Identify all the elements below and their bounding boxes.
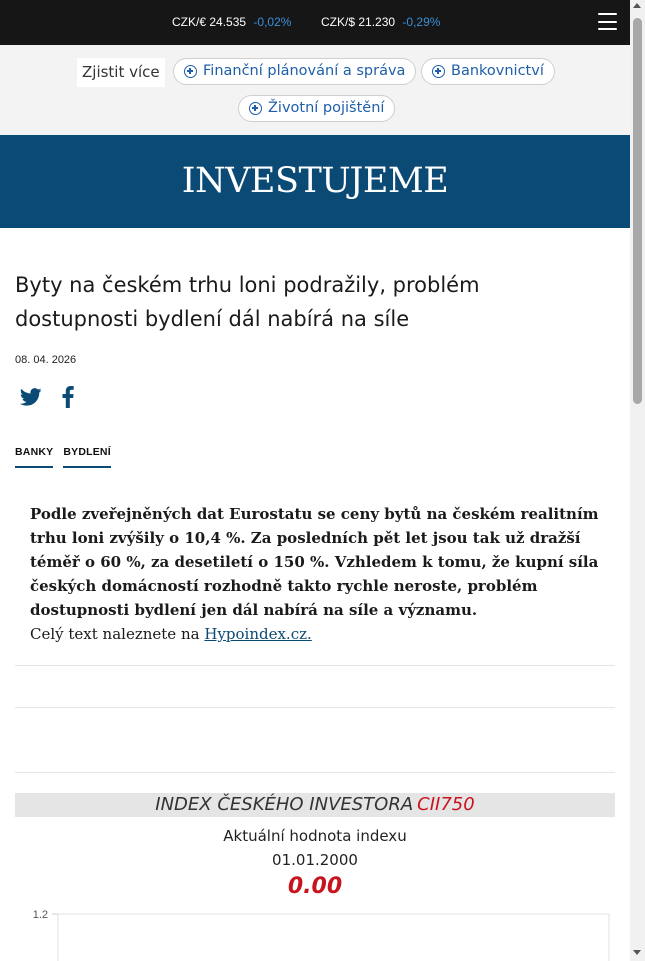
chart-plot-area xyxy=(58,914,609,961)
topic-chip-label: Životní pojištění xyxy=(268,100,385,116)
topic-chip-label: Bankovnictví xyxy=(451,63,544,79)
article-title: Byty na českém trhu loni podražily, problém dostupnosti bydlení dál nabírá na síle xyxy=(15,273,480,331)
investor-index-widget xyxy=(15,793,615,921)
facebook-icon[interactable] xyxy=(62,386,74,408)
index-title-text: INDEX ČESKÉHO INVESTORA xyxy=(155,794,414,815)
topic-chip-banking[interactable] xyxy=(421,58,555,85)
site-logo[interactable]: INVESTUJEME xyxy=(0,135,630,228)
y-tick-label: 1.2 xyxy=(32,909,48,921)
divider xyxy=(15,665,615,666)
topics-bar xyxy=(0,0,630,135)
index-code: CII750 xyxy=(417,794,475,815)
plus-circle-icon xyxy=(249,102,262,115)
rate-usd-change: -0,29% xyxy=(402,15,441,29)
scrollbar[interactable] xyxy=(630,0,645,961)
scroll-thumb[interactable] xyxy=(633,18,642,404)
twitter-icon[interactable] xyxy=(20,388,42,406)
plus-circle-icon xyxy=(184,65,197,78)
index-chart xyxy=(15,906,615,961)
divider xyxy=(15,707,615,708)
source-link[interactable]: Hypoindex.cz. xyxy=(204,625,312,643)
index-value: 0.00 xyxy=(287,874,343,899)
learn-more-label: Zjistit více xyxy=(77,58,165,87)
article-tags xyxy=(15,446,111,468)
topic-chip-label: Finanční plánování a správa xyxy=(203,63,406,79)
plus-circle-icon xyxy=(432,65,445,78)
topic-chip-life-insurance[interactable] xyxy=(238,95,395,122)
article-perex: Podle zveřejněných dat Eurostatu se ceny bytů na českém realitním trhu loni zvýšily o 10,4 %. Za posledních pět let jsou tak už dražší téměř o 60 %, za desetiletí o 150 %. Vzhledem k tomu, že kupní síla českých domácností rozhodně takto rychle neroste, problém dostupnosti bydlení jen dál nabírá na síle a významu. xyxy=(30,505,599,619)
index-value-label: Aktuální hodnota indexu xyxy=(223,827,407,845)
article-source xyxy=(30,622,312,646)
scroll-down-arrow-icon[interactable] xyxy=(633,950,641,955)
tag-housing[interactable]: BYDLENÍ xyxy=(63,446,111,468)
source-prefix: Celý text naleznete na xyxy=(30,625,200,643)
topic-chip-financial-planning[interactable] xyxy=(173,58,416,85)
rate-usd-pair: CZK/$ xyxy=(321,15,356,29)
scroll-up-arrow-icon[interactable] xyxy=(633,3,641,8)
rate-eur-pair: CZK/€ xyxy=(172,15,207,29)
divider xyxy=(15,772,615,773)
index-title xyxy=(15,793,615,817)
tag-banks[interactable]: BANKY xyxy=(15,446,53,468)
share-buttons xyxy=(20,386,74,408)
article-date: 08. 04. 2026 xyxy=(15,354,77,366)
rate-usd-value: 21.230 xyxy=(358,15,396,29)
rate-eur-value: 24.535 xyxy=(209,15,247,29)
rate-eur-change: -0,02% xyxy=(253,15,292,29)
index-date: 01.01.2000 xyxy=(272,851,358,869)
